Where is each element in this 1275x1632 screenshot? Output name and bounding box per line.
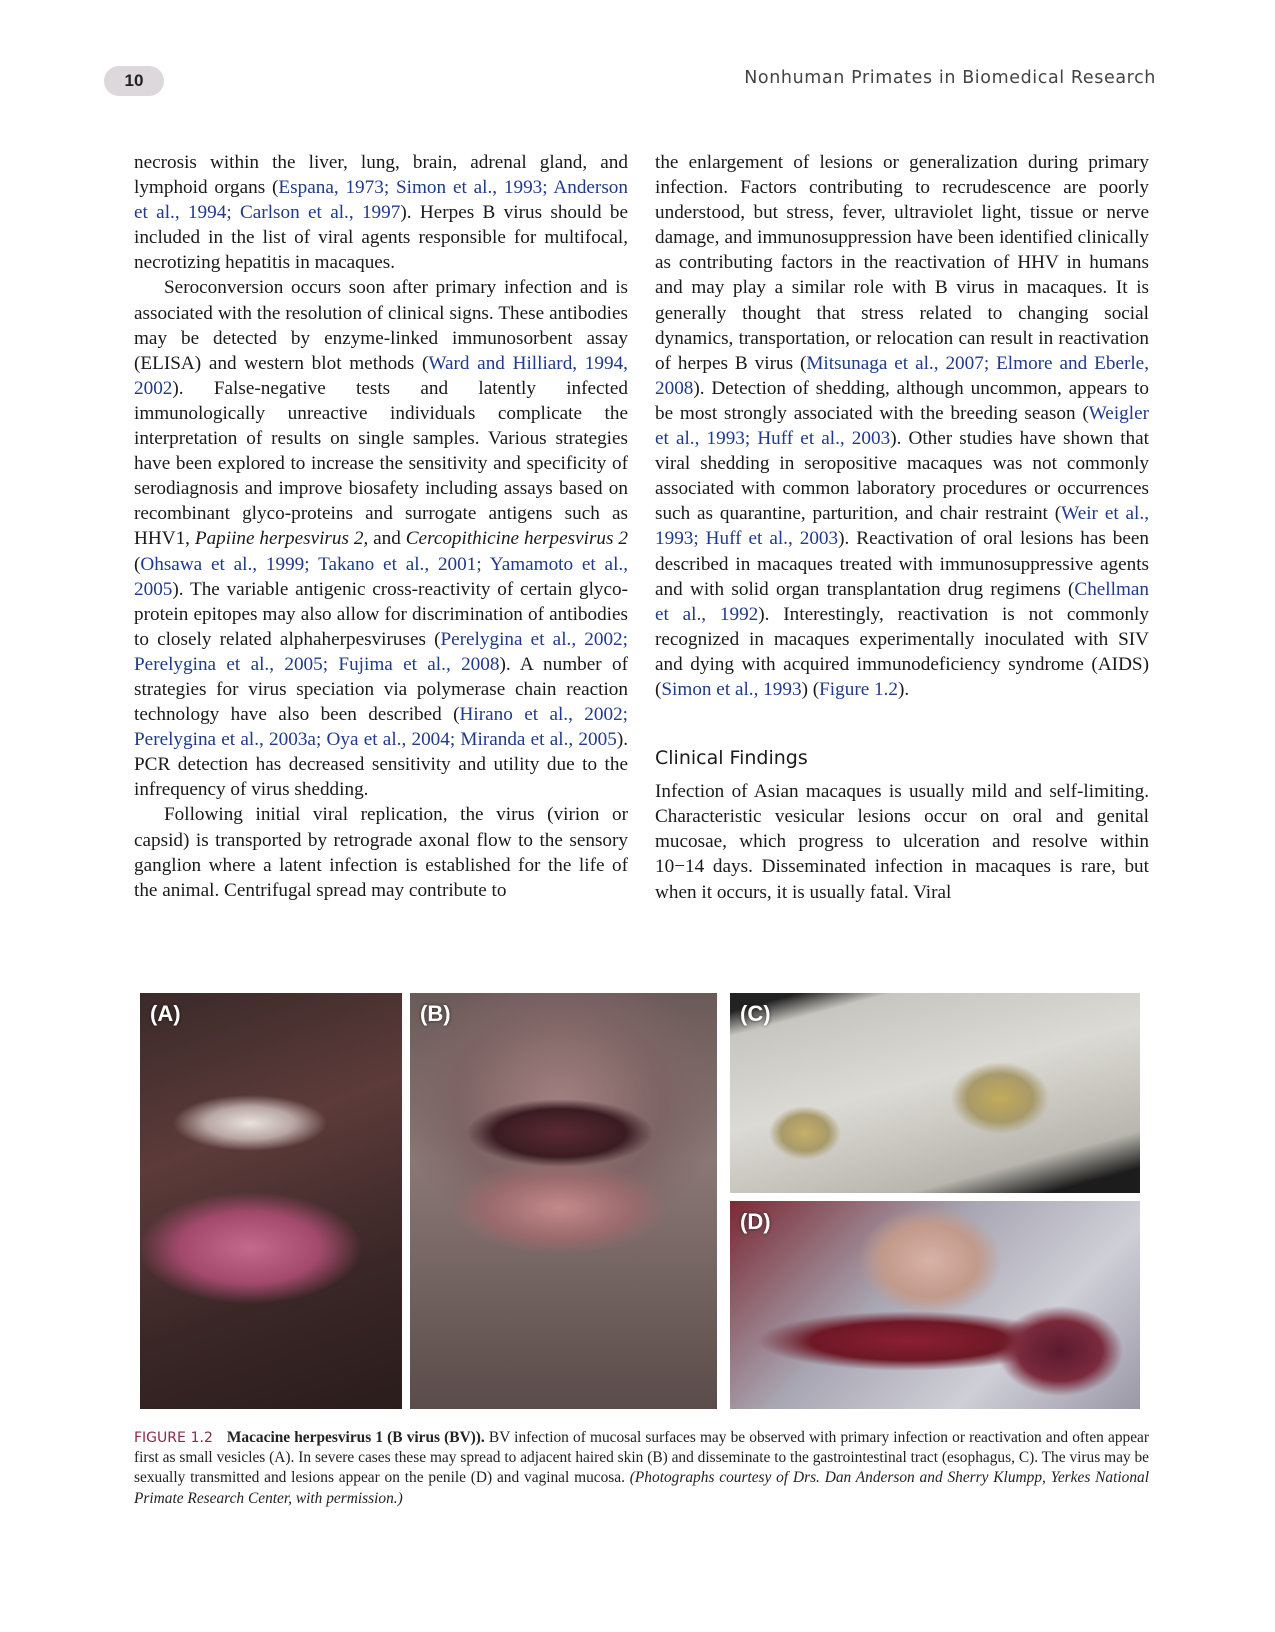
citation-link[interactable]: Weir et al., 1993; Huff et al., 2003: [655, 503, 1149, 550]
caption-body: BV infection of mucosal surfaces may be observed with primary infection or reactivation and often appear first as small vesicles (A). In severe cases these may spread to adjacent haired skin (B) and disseminate to the gastrointestinal tract (esophagus, C). The virus may be sexually transmitted and lesions appear on the penile (D) and vaginal mucosa.: [134, 1429, 1149, 1487]
citation-link[interactable]: Espana, 1973; Simon et al., 1993; Anderson et al., 1994; Carlson et al., 1997: [134, 177, 628, 224]
figure-caption: [134, 1428, 1149, 1509]
citation-link[interactable]: Hirano et al., 2002; Perelygina et al., 2003a; Oya et al., 2004; Miranda et al., 2005: [134, 704, 628, 751]
text-run: ). PCR detection has decreased sensitivity and utility due to the infrequency of virus shedding.: [134, 729, 628, 801]
figure-panel-c-photo: [730, 993, 1140, 1193]
text-run: ).: [898, 678, 910, 700]
citation-link[interactable]: Simon et al., 1993: [661, 678, 802, 700]
figure-title: Macacine herpesvirus 1 (B virus (BV)).: [226, 1429, 485, 1446]
text-run: the enlargement of lesions or generalization during primary infection. Factors contributing to recrudescence are poorly understood, but stress, fever, ultraviolet light, tissue or nerve damage, and immunosuppression have been identified clinically as contributing factors in the reactivation of HHV in humans and may play a similar role with B virus in macaques. It is generally thought that stress related to changing social dynamics, transportation, or relocation can result in reactivation of herpes B virus (: [655, 152, 1149, 374]
text-run: , and: [363, 528, 406, 550]
citation-link[interactable]: Ohsawa et al., 1999; Takano et al., 2001; Yamamoto et al., 2005: [134, 553, 628, 600]
running-title: Nonhuman Primates in Biomedical Research: [744, 68, 1156, 88]
figure-panel-b-photo: [410, 993, 717, 1409]
text-run: Infection of Asian macaques is usually mild and self-limiting. Characteristic vesicular lesions occur on oral and genital mucosae, which progress to ulceration and resolve within 10−14 days. Disseminated infection in macaques is rare, but when it occurs, it is usually fatal. Viral: [655, 781, 1149, 903]
text-run: (: [134, 553, 141, 575]
text-run: ) (: [801, 678, 820, 700]
citation-link[interactable]: Figure 1.2: [819, 678, 899, 700]
text-run: necrosis within the liver, lung, brain, adrenal gland, and lymphoid organs (: [134, 152, 628, 199]
citation-link[interactable]: Chellman et al., 1992: [655, 578, 1149, 625]
figure-label: FIGURE 1.2: [134, 1430, 213, 1446]
text-run: ). Reactivation of oral lesions has been described in macaques treated with immunosuppressive agents and with solid organ transplantation drug regimens (: [655, 528, 1149, 600]
right-column: [655, 150, 1149, 905]
page-number: 10: [104, 66, 164, 96]
paragraph: [134, 275, 628, 802]
citation-link[interactable]: Mitsunaga et al., 2007; Elmore and Eberle, 2008: [655, 352, 1149, 399]
figure-panel-a-photo: [140, 993, 402, 1409]
paragraph: [134, 802, 628, 902]
text-run: Papiine herpesvirus 2: [194, 528, 364, 550]
panel-label: (D): [740, 1209, 771, 1234]
text-run: ). The variable antigenic cross-reactivity of certain glyco-protein epitopes may also allow for discrimination of antibodies to closely related alphaherpesviruses (: [134, 578, 628, 650]
text-run: Seroconversion occurs soon after primary infection and is associated with the resolution of clinical signs. These antibodies may be detected by enzyme-linked immunosorbent assay (ELISA) and western blot methods (: [134, 277, 628, 374]
panel-label: (A): [150, 1001, 181, 1026]
citation-link[interactable]: Weigler et al., 1993; Huff et al., 2003: [655, 402, 1149, 450]
citation-link[interactable]: Perelygina et al., 2002; Perelygina et al., 2005; Fujima et al., 2008: [134, 628, 628, 675]
text-run: ). Detection of shedding, although uncommon, appears to be most strongly associated with the breeding season (: [655, 377, 1149, 424]
section-heading: Clinical Findings: [655, 747, 808, 770]
caption-credit: (Photographs courtesy of Drs. Dan Anderson and Sherry Klumpp, Yerkes National Primate Research Center, with permission.): [134, 1469, 1149, 1507]
text-run: ). False-negative tests and latently infected immunologically unreactive individuals complicate the interpretation of results on single samples. Various strategies have been explored to increase the sensitivity and specificity of serodiagnosis and improve biosafety including assays based on recombinant glyco-proteins and surrogate antigens such as HHV1,: [134, 377, 628, 550]
paragraph: [655, 779, 1149, 904]
paragraph: [655, 150, 1149, 702]
text-run: ). A number of strategies for virus speciation via polymerase chain reaction technology have also been described (: [134, 653, 628, 726]
text-run: Following initial viral replication, the virus (virion or capsid) is transported by retrograde axonal flow to the sensory ganglion where a latent infection is established for the life of the animal. Centrifugal spread may contribute to: [134, 804, 628, 901]
left-column: [134, 150, 628, 903]
figure-1-2: [140, 993, 1140, 1409]
text-run: ). Interestingly, reactivation is not commonly recognized in macaques experimentally inoculated with SIV and dying with acquired immunodeficiency syndrome (AIDS) (: [655, 603, 1149, 700]
text-run: Cercopithicine herpesvirus 2: [405, 528, 628, 550]
paragraph: [134, 150, 628, 275]
text-run: ). Herpes B virus should be included in the list of viral agents responsible for multifocal, necrotizing hepatitis in macaques.: [134, 202, 628, 274]
text-run: ). Other studies have shown that viral shedding in seropositive macaques was not commonly associated with common laboratory procedures or occurrences such as quarantine, parturition, and chair restraint (: [655, 428, 1149, 525]
panel-label: (B): [420, 1001, 451, 1026]
panel-label: (C): [740, 1001, 771, 1026]
figure-panel-d-photo: [730, 1201, 1140, 1409]
citation-link[interactable]: Ward and Hilliard, 1994, 2002: [134, 352, 628, 399]
